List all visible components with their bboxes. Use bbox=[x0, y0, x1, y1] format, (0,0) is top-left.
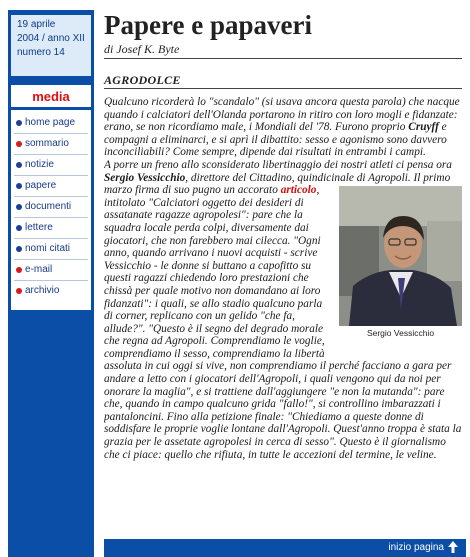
issue-number: numero 14 bbox=[17, 47, 65, 58]
media-section-title: media bbox=[32, 89, 70, 104]
photo-figure bbox=[339, 186, 462, 344]
nav-documenti[interactable] bbox=[11, 199, 91, 216]
article-body bbox=[104, 96, 462, 516]
nav-e-mail[interactable] bbox=[11, 262, 91, 279]
section-divider bbox=[104, 88, 462, 89]
nav-archivio[interactable] bbox=[11, 283, 91, 300]
page-title: Papere e papaveri bbox=[104, 10, 312, 40]
back-to-top-label: inizio pagina bbox=[388, 542, 444, 553]
nav-label: documenti bbox=[25, 201, 72, 212]
bullet-icon bbox=[16, 225, 22, 231]
bullet-icon bbox=[16, 288, 22, 294]
nav-papere[interactable] bbox=[11, 178, 91, 195]
nav-divider bbox=[14, 133, 88, 134]
sidebar bbox=[8, 10, 94, 557]
nav-divider bbox=[14, 217, 88, 218]
nav-home-page[interactable] bbox=[11, 115, 91, 132]
footer-bar bbox=[104, 539, 466, 557]
nav-divider bbox=[14, 280, 88, 281]
portrait-photo bbox=[339, 186, 462, 326]
nav-sommario[interactable] bbox=[11, 136, 91, 153]
nav-label: nomi citati bbox=[25, 243, 71, 254]
nav-label: archivio bbox=[25, 285, 60, 296]
bullet-icon bbox=[16, 246, 22, 252]
article-text: , intitolato "Calciatori oggetto dei desideri di assatanate ragazze agropolesi": pare che la squadra locale perda colpi, diversamente dai giocatori, che non farebbero mai cilecca. "Ogni anno, quando arrivano i nuovi acquisti - scrive Vessicchio - le donne si buttano a capofitto su questi ragazzi chiedendo loro prestazioni che chissà per quale motivo non domandano ai loro fidanzati": i quali, se allo stadio qualcuno parla di corner, replicano con un gelido "che fa, allude?". "Questo è il segno del degrado morale che regna ad Agropoli. Comprendiamo le voglie, comprendiamo il sesso, comprendiamo la libertà assoluta in cui oggi si vive, non comprendiamo il perché facciano a gara per andare a letto con i giocatori dell'Agropoli, i quali vengono qui da noi per onorare la maglia", e si trattiene dall'aggiungere "e non la mutanda": pare che, quando in campo qualcuno grida "fallo!", si controllino imbarazzati i pantaloncini. Fino alla petizione finale: "Chiediamo a queste donne di soddisfare le proprie voglie lontane dall'Agropoli. Quest'anno troppa è stata la grazia per le assetate agropolesi in cerca di sesso". Questo è il giornalismo che ci piace: quello che rifiuta, in tutte le accezioni del termine, le veline. bbox=[104, 184, 462, 461]
issue-year: 2004 / anno XII bbox=[17, 33, 85, 44]
section-label: AGRODOLCE bbox=[104, 73, 181, 87]
nav-notizie[interactable] bbox=[11, 157, 91, 174]
nav-label: home page bbox=[25, 117, 76, 128]
bullet-icon bbox=[16, 183, 22, 189]
issue-info bbox=[11, 15, 91, 76]
nav-divider bbox=[14, 259, 88, 260]
media-divider bbox=[11, 107, 91, 110]
nav-label: notizie bbox=[25, 159, 54, 170]
article-link[interactable]: articolo bbox=[280, 184, 317, 197]
article-paragraph bbox=[104, 159, 462, 461]
issue-date: 19 aprile bbox=[17, 19, 56, 30]
article-text: A porre un freno allo sconsiderato libertinaggio dei nostri atleti ci pensa ora bbox=[104, 158, 452, 171]
nav-lettere[interactable] bbox=[11, 220, 91, 237]
nav-label: sommario bbox=[25, 138, 69, 149]
photo-caption: Sergio Vessicchio bbox=[366, 328, 435, 339]
header-divider bbox=[104, 58, 462, 59]
nav-nomi-citati[interactable] bbox=[11, 241, 91, 258]
nav-label: e-mail bbox=[25, 264, 53, 275]
bullet-icon bbox=[16, 141, 22, 147]
bullet-icon bbox=[16, 162, 22, 168]
article-text: Qualcuno ricorderà lo "scandalo" (si usava ancora questa parola) che nacque quando i calciatori dell'Olanda portarono in ritiro con loro mogli e fidanzate: erano, se non ricordiamo male, i Mondiali del '78. Furono proprio bbox=[104, 96, 460, 134]
article-text: e compagni a eliminarci, e si aprì il dibattito: sesso e agonismo sono davvero inconciliabili? Come sempre, dipende dai risultati in entrambi i campi. bbox=[104, 121, 447, 159]
nav-label: lettere bbox=[25, 222, 53, 233]
bullet-icon bbox=[16, 204, 22, 210]
byline: di Josef K. Byte bbox=[104, 42, 180, 56]
article-text: , direttore del Cittadino, quindicinale di Agropoli. Il primo marzo firma di suo pugno un accorato bbox=[104, 171, 451, 197]
back-to-top-link[interactable] bbox=[388, 541, 458, 555]
article-bold-name: Sergio Vessicchio bbox=[104, 171, 186, 184]
bullet-icon bbox=[16, 267, 22, 273]
nav-divider bbox=[14, 196, 88, 197]
nav-menu bbox=[11, 85, 91, 310]
article-bold-name: Cruyff bbox=[408, 121, 439, 134]
nav-divider bbox=[14, 154, 88, 155]
article-paragraph bbox=[104, 96, 462, 159]
nav-label: papere bbox=[25, 180, 57, 191]
nav-divider bbox=[14, 238, 88, 239]
nav-divider bbox=[14, 175, 88, 176]
bullet-icon bbox=[16, 120, 22, 126]
arrow-up-icon bbox=[448, 541, 458, 553]
